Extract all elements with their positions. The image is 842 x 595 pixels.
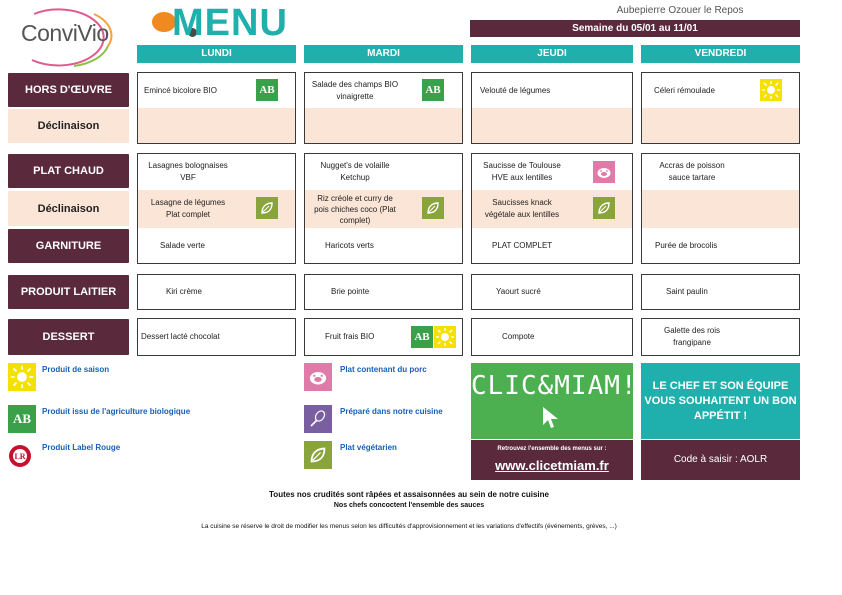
vegetarian-leaf-icon <box>422 197 444 219</box>
menu-item-garniture-jeudi: PLAT COMPLET <box>492 241 553 250</box>
vegetarian-leaf-icon <box>593 197 615 219</box>
menu-item-dessert-vendredi: Galette des rois frangipane <box>663 326 721 347</box>
menu-item-plat-chaud-vendredi: Accras de poisson sauce tartare <box>659 161 725 182</box>
cursor-icon <box>539 405 561 431</box>
convivio-logo: ConviVio <box>21 20 109 46</box>
legend-seasonal: Produit de saison <box>42 365 110 374</box>
clicmiam-logo: CLIC&MIAM! <box>471 371 638 401</box>
pork-icon <box>304 363 332 391</box>
day-header-mardi: MARDI <box>304 45 463 63</box>
school-location: Aubepierre Ozouer le Repos <box>616 5 744 16</box>
whisk-icon <box>304 405 332 433</box>
menu-item-plat-chaud-lundi: Lasagnes bolognaises VBF <box>148 161 228 182</box>
menu-item-produit-laitier-vendredi: Saint paulin <box>666 287 708 296</box>
menu-item-dessert-jeudi: Compote <box>502 332 535 341</box>
menu-item-plat-chaud-declinaison-vendredi <box>642 191 742 227</box>
organic-ab-icon: AB <box>256 79 278 101</box>
menu-item-plat-chaud-declinaison-lundi: Lasagne de légumes Plat complet <box>150 198 226 219</box>
menu-item-hors-doeuvre-mardi: Salade des champs BIO vinaigrette <box>311 79 399 101</box>
menu-item-plat-chaud-declinaison-jeudi: Saucisses knack végétale aux lentilles <box>484 198 560 219</box>
menu-item-garniture-vendredi: Purée de brocolis <box>655 241 718 250</box>
day-header-lundi: LUNDI <box>137 45 296 63</box>
organic-ab-icon: AB <box>411 326 433 348</box>
row-label-dessert: DESSERT <box>8 319 129 355</box>
footer-disclaimer: La cuisine se réserve le droit de modifier les menus selon les difficultés d'approvisionnement et les variations d'effectifs (événements, grèves, ...) <box>201 523 617 530</box>
menu-item-dessert-lundi: Dessert lacté chocolat <box>141 332 220 341</box>
seasonal-sun-icon <box>8 363 36 391</box>
legend-label-rouge: Produit Label Rouge <box>42 443 121 452</box>
menu-item-plat-chaud-mardi: Nugget's de volaille Ketchup <box>320 161 390 182</box>
footer-note-crudites: Toutes nos crudités sont râpées et assaisonnées au sein de notre cuisine <box>269 490 549 499</box>
row-label-garniture: GARNITURE <box>8 229 129 263</box>
menu-item-produit-laitier-mardi: Brie pointe <box>331 287 370 296</box>
menu-item-dessert-mardi: Fruit frais BIO <box>325 332 375 341</box>
organic-ab-icon: AB <box>422 79 444 101</box>
menu-item-hors-doeuvre-lundi: Emincé bicolore BIO <box>144 85 217 95</box>
chef-message: LE CHEF ET SON ÉQUIPE VOUS SOUHAITENT UN BON APPÉTIT ! <box>641 363 800 439</box>
menu-item-produit-laitier-lundi: Kiri crème <box>166 287 203 296</box>
legend-homemade: Préparé dans notre cuisine <box>340 407 443 416</box>
menu-item-garniture-mardi: Haricots verts <box>325 241 374 250</box>
organic-ab-icon: AB <box>8 405 36 433</box>
menu-item-produit-laitier-jeudi: Yaourt sucré <box>496 287 541 296</box>
menu-item-plat-chaud-jeudi: Saucisse de Toulouse HVE aux lentilles <box>483 161 561 182</box>
row-label-produit-laitier: PRODUIT LAITIER <box>8 275 129 309</box>
clicmiam-banner <box>471 363 638 439</box>
menu-item-hors-doeuvre-vendredi: Céleri rémoulade <box>654 85 715 95</box>
menu-item-garniture-lundi: Salade verte <box>160 241 205 250</box>
clicmiam-link[interactable]: www.clicetmiam.fr <box>495 458 609 473</box>
legend-vegetarian: Plat végétarien <box>340 443 397 452</box>
week-banner: Semaine du 05/01 au 11/01 <box>470 20 800 37</box>
row-label-plat-chaud: PLAT CHAUD <box>8 154 129 188</box>
seasonal-sun-icon <box>434 326 456 348</box>
pork-icon <box>593 161 615 183</box>
footer-note-sauces: Nos chefs concoctent l'ensemble des sauces <box>333 502 485 509</box>
day-header-jeudi: JEUDI <box>471 45 633 63</box>
access-code: Code à saisir : AOLR <box>641 440 800 480</box>
row-label-plat-chaud-declinaison: Déclinaison <box>8 191 129 226</box>
vegetarian-leaf-icon <box>256 197 278 219</box>
seasonal-sun-icon <box>760 79 782 101</box>
day-header-vendredi: VENDREDI <box>641 45 800 63</box>
menu-item-plat-chaud-declinaison-mardi: Riz créole et curry de pois chiches coco (Plat complet) <box>314 193 396 225</box>
vegetarian-leaf-icon <box>304 441 332 469</box>
legend-organic: Produit issu de l'agriculture biologique <box>42 407 191 416</box>
row-label-hors-doeuvre: HORS D'ŒUVRE <box>8 73 129 107</box>
menu-item-hors-doeuvre-jeudi: Velouté de légumes <box>480 85 551 95</box>
label-rouge-icon <box>8 444 32 468</box>
row-label-hors-doeuvre-declinaison: Déclinaison <box>8 109 129 143</box>
svg-text:LR: LR <box>14 452 26 461</box>
clicmiam-footer <box>471 440 633 480</box>
menu-title: MENU <box>172 2 288 44</box>
clicmiam-note: Retrouvez l'ensemble des menus sur : <box>497 446 607 452</box>
legend-pork: Plat contenant du porc <box>340 365 427 374</box>
